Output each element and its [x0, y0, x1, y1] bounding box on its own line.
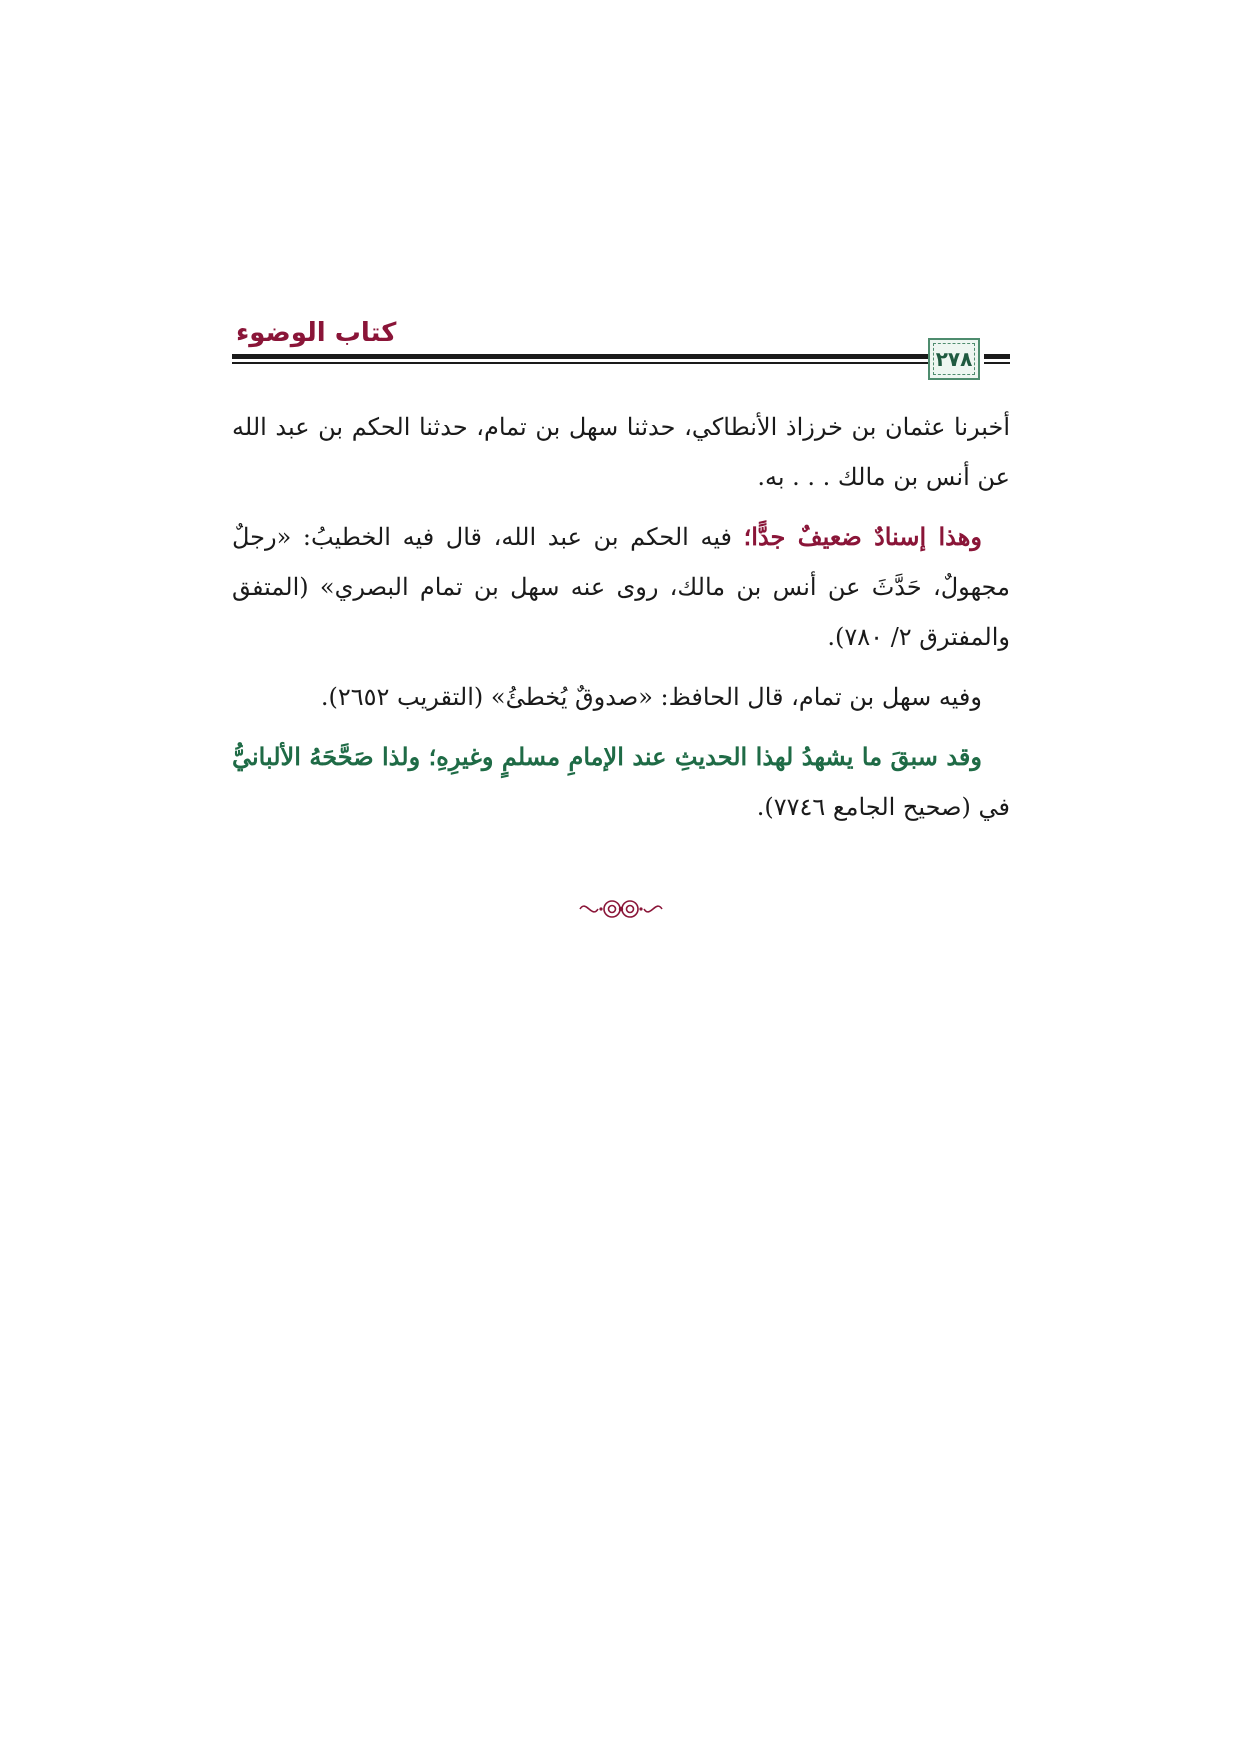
grading-highlight: وهذا إسنادٌ ضعيفٌ جدًّا؛ [743, 522, 982, 551]
floral-divider-icon [576, 894, 666, 924]
conclusion-highlight: وقد سبقَ ما يشهدُ لهذا الحديثِ عند الإمامِ مسلمٍ وغيرِهِ؛ ولذا صَحَّحَهُ الألبانيُّ [232, 742, 982, 771]
header-rule-thick-end [984, 354, 1010, 359]
paragraph-narrator-note: وفيه سهل بن تمام، قال الحافظ: «صدوقٌ يُخطئُ» (التقريب ٢٦٥٢). [320, 683, 982, 711]
page-header [232, 312, 1010, 392]
paragraph-chain-of-narration: أخبرنا عثمان بن خرزاذ الأنطاكي، حدثنا سهل بن تمام، حدثنا الحكم بن عبد الله عن أنس بن مالك . . . به. [232, 413, 1010, 491]
page-number-badge [928, 338, 980, 380]
book-title: كتاب الوضوء [236, 318, 397, 348]
header-rule-thin [232, 362, 928, 364]
paragraph-grading [232, 512, 1010, 662]
header-rule-thin-end [984, 362, 1010, 364]
conclusion-text: في (صحيح الجامع ٧٧٤٦). [756, 793, 1010, 821]
page-body [232, 402, 1010, 842]
grading-text: فيه الحكم بن عبد الله، قال فيه الخطيبُ: «رجلٌ مجهولٌ، حَدَّثَ عن أنس بن مالك، روى عنه سهل بن تمام البصري» (المتفق والمفترق ٢/ ٧٨٠). [232, 523, 1010, 651]
paragraph-conclusion [232, 732, 1010, 832]
page-number: ٢٧٨ [935, 347, 973, 371]
header-rule-thick [232, 354, 928, 359]
